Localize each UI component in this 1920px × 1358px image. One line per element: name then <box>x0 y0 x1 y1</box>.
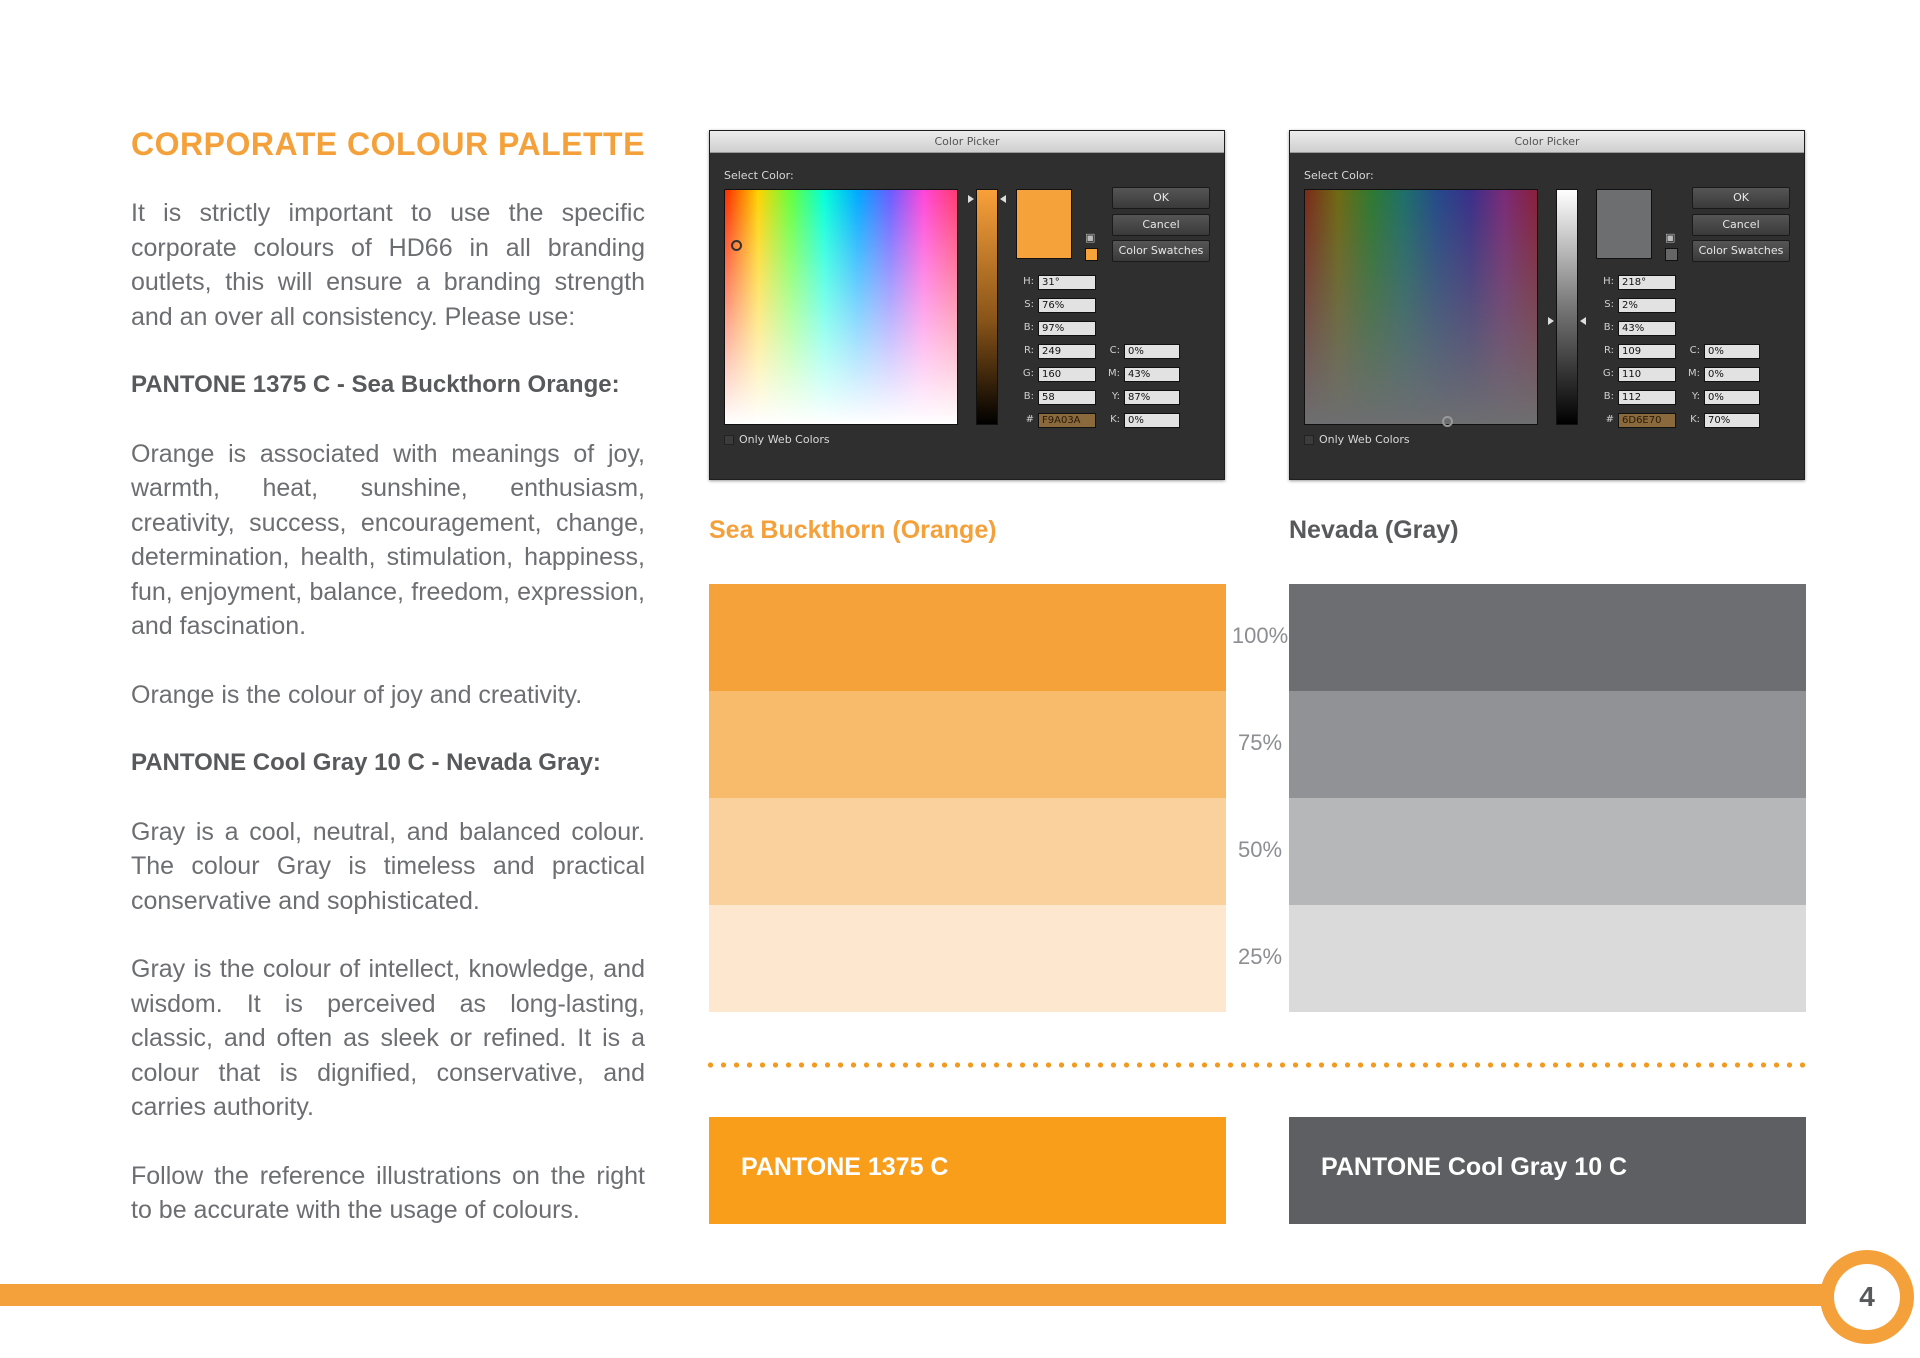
color-picker-orange <box>709 130 1225 480</box>
ok-button[interactable]: OK <box>1112 187 1210 209</box>
g-label: G: <box>1022 368 1034 379</box>
c-label: C: <box>1689 345 1700 356</box>
gray-heading: PANTONE Cool Gray 10 C - Nevada Gray: <box>131 749 601 776</box>
g-input[interactable]: 110 <box>1618 367 1676 382</box>
m-input[interactable]: 43% <box>1124 367 1180 382</box>
web-safe-swatch[interactable] <box>1665 248 1678 261</box>
page-number-badge <box>1820 1250 1914 1344</box>
h-input[interactable]: 218° <box>1618 275 1676 290</box>
m-input[interactable]: 0% <box>1704 367 1760 382</box>
r-label: R: <box>1603 345 1614 356</box>
g-input[interactable]: 160 <box>1038 367 1096 382</box>
percent-label-25: 25% <box>1237 944 1283 969</box>
blue-label: B: <box>1603 391 1614 402</box>
page-number: 4 <box>1834 1264 1900 1330</box>
only-web-checkbox[interactable] <box>1304 435 1314 445</box>
color-field[interactable] <box>1304 189 1538 425</box>
y-label: Y: <box>1111 391 1120 402</box>
color-picker-gray <box>1289 130 1805 480</box>
brightness-slider[interactable] <box>976 189 998 425</box>
s-input[interactable]: 76% <box>1038 298 1096 313</box>
new-color-preview <box>1016 189 1072 259</box>
intro-paragraph: It is strictly important to use the specific corporate colours of HD66 in all branding outlets, this will ensure a branding strength and an over all consistency. Please use: <box>131 199 645 331</box>
web-safe-swatch[interactable] <box>1085 248 1098 261</box>
footer-bar <box>0 1284 1830 1306</box>
orange-swatch-label: Sea Buckthorn (Orange) <box>709 516 997 544</box>
color-field-marker[interactable] <box>1442 416 1453 427</box>
orange-summary: Orange is the colour of joy and creativity. <box>131 680 583 709</box>
only-web-checkbox[interactable] <box>724 435 734 445</box>
r-input[interactable]: 109 <box>1618 344 1676 359</box>
orange-tint-25 <box>709 905 1226 1012</box>
k-input[interactable]: 0% <box>1124 413 1180 428</box>
s-label: S: <box>1024 299 1034 310</box>
orange-heading: PANTONE 1375 C - Sea Buckthorn Orange: <box>131 371 620 398</box>
gray-tint-75 <box>1289 691 1806 798</box>
m-label: M: <box>1688 368 1700 379</box>
gray-swatch-label: Nevada (Gray) <box>1289 516 1459 544</box>
gray-paragraph-1: Gray is a cool, neutral, and balanced colour. The colour Gray is timeless and practical conservative and sophisticated. <box>131 817 645 915</box>
hex-input[interactable]: 6D6E70 <box>1618 413 1676 428</box>
blue-label: B: <box>1023 391 1034 402</box>
select-color-label: Select Color: <box>1304 169 1374 182</box>
hex-input[interactable]: F9A03A <box>1038 413 1096 428</box>
hex-label: # <box>1025 414 1034 425</box>
dotted-divider <box>704 1062 1810 1068</box>
b-input[interactable]: 97% <box>1038 321 1096 336</box>
b-label: B: <box>1023 322 1034 333</box>
orange-tint-50 <box>709 798 1226 905</box>
new-color-preview <box>1596 189 1652 259</box>
c-input[interactable]: 0% <box>1704 344 1760 359</box>
pantone-gray-box <box>1289 1117 1806 1224</box>
slider-handle-left[interactable] <box>968 195 974 203</box>
k-input[interactable]: 70% <box>1704 413 1760 428</box>
slider-handle-right[interactable] <box>1580 317 1586 325</box>
color-field[interactable] <box>724 189 958 425</box>
blue-input[interactable]: 112 <box>1618 390 1676 405</box>
y-label: Y: <box>1691 391 1700 402</box>
only-web-colors-option[interactable] <box>724 433 830 446</box>
orange-paragraph: Orange is associated with meanings of joy, warmth, heat, sunshine, enthusiasm, creativity, success, encouragement, change, determination, health, stimulation, happiness, fun, enjoyment, balance, freedom, expression, and fascination. <box>131 439 645 640</box>
percent-label-100: 100% <box>1231 623 1289 648</box>
gray-tint-25 <box>1289 905 1806 1012</box>
page-title: CORPORATE COLOUR PALETTE <box>131 126 645 162</box>
select-color-label: Select Color: <box>724 169 794 182</box>
cancel-button[interactable]: Cancel <box>1112 214 1210 236</box>
k-label: K: <box>1690 414 1700 425</box>
h-label: H: <box>1023 276 1034 287</box>
only-web-label: Only Web Colors <box>739 433 830 446</box>
c-input[interactable]: 0% <box>1124 344 1180 359</box>
follow-paragraph: Follow the reference illustrations on the right to be accurate with the usage of colours. <box>131 1161 645 1224</box>
pantone-gray-name: PANTONE Cool Gray 10 C <box>1321 1153 1628 1181</box>
m-label: M: <box>1108 368 1120 379</box>
gray-tint-50 <box>1289 798 1806 905</box>
orange-tint-75 <box>709 691 1226 798</box>
r-input[interactable]: 249 <box>1038 344 1096 359</box>
slider-handle-left[interactable] <box>1548 317 1554 325</box>
color-swatches-button[interactable]: Color Swatches <box>1692 240 1790 262</box>
h-input[interactable]: 31° <box>1038 275 1096 290</box>
s-label: S: <box>1604 299 1614 310</box>
hex-label: # <box>1605 414 1614 425</box>
only-web-colors-option[interactable] <box>1304 433 1410 446</box>
k-label: K: <box>1110 414 1120 425</box>
y-input[interactable]: 0% <box>1704 390 1760 405</box>
percent-label-50: 50% <box>1237 837 1283 862</box>
pantone-orange-box <box>709 1117 1226 1224</box>
color-field-marker[interactable] <box>731 240 742 251</box>
b-input[interactable]: 43% <box>1618 321 1676 336</box>
ok-button[interactable]: OK <box>1692 187 1790 209</box>
only-web-label: Only Web Colors <box>1319 433 1410 446</box>
c-label: C: <box>1109 345 1120 356</box>
left-text-column <box>131 196 645 1228</box>
blue-input[interactable]: 58 <box>1038 390 1096 405</box>
h-label: H: <box>1603 276 1614 287</box>
r-label: R: <box>1023 345 1034 356</box>
b-label: B: <box>1603 322 1614 333</box>
orange-tint-100 <box>709 584 1226 691</box>
color-swatches-button[interactable]: Color Swatches <box>1112 240 1210 262</box>
slider-handle-right[interactable] <box>1000 195 1006 203</box>
s-input[interactable]: 2% <box>1618 298 1676 313</box>
brightness-slider[interactable] <box>1556 189 1578 425</box>
picker-window-title: Color Picker <box>1290 131 1804 153</box>
y-input[interactable]: 87% <box>1124 390 1180 405</box>
cube-icon[interactable]: ▣ <box>1085 231 1096 244</box>
cube-icon[interactable]: ▣ <box>1665 231 1676 244</box>
gray-paragraph-2: Gray is the colour of intellect, knowledge, and wisdom. It is perceived as long-lasting, classic, and often as sleek or refined. It is a colour that is dignified, conservative, and carries authority. <box>131 955 645 1121</box>
g-label: G: <box>1602 368 1614 379</box>
gray-tint-100 <box>1289 584 1806 691</box>
pantone-orange-name: PANTONE 1375 C <box>741 1153 949 1181</box>
picker-window-title: Color Picker <box>710 131 1224 153</box>
cancel-button[interactable]: Cancel <box>1692 214 1790 236</box>
percent-label-75: 75% <box>1237 730 1283 755</box>
